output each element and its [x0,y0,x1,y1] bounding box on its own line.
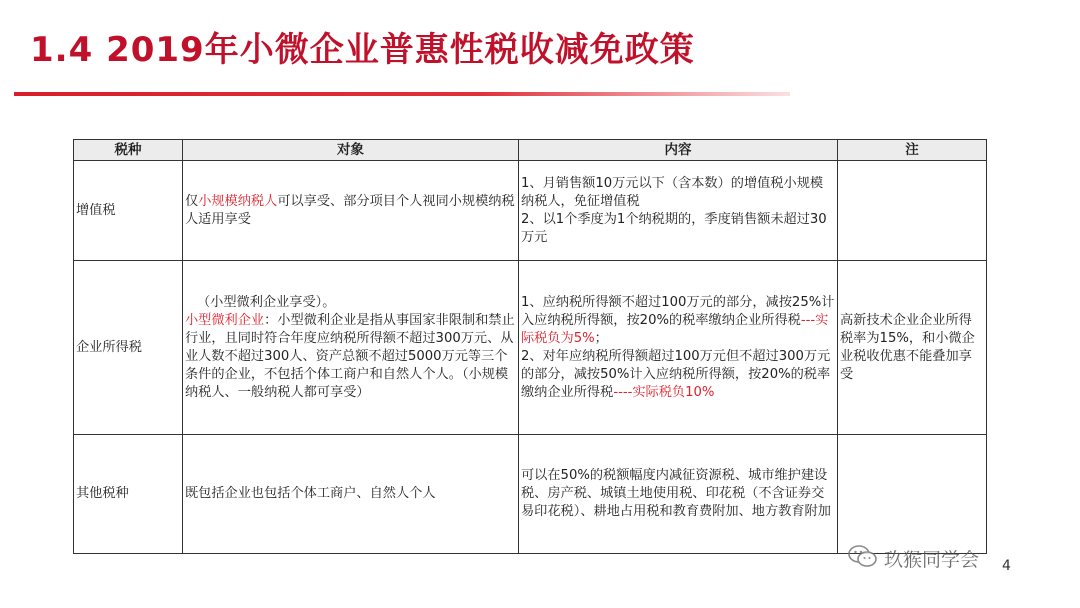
cell-tax-type: 其他税种 [74,435,183,554]
header-tax-type: 税种 [74,140,183,161]
table-row-cit [74,261,987,435]
table-row-vat [74,161,987,261]
slide-title: 1.4 2019年小微企业普惠性税收减免政策 [30,30,695,70]
tax-policy-table [73,139,987,554]
cell-content: 可以在50%的税额幅度内减征资源税、城市维护建设税、房产税、城镇土地使用税、印花税（不含证券交易印花税）、耕地占用税和教育费附加、地方教育附加 [519,435,838,554]
page-number: 4 [1002,558,1011,574]
highlight-effective-rate-5: ---实际税负为5% [521,312,829,346]
cell-tax-type: 增值税 [74,161,183,261]
table-header-row [74,140,987,161]
cell-content: 1、应纳税所得额不超过100万元的部分，减按25%计入应纳税所得额，按20%的税率缴纳企业所得税---实际税负为5%； 2、对年应纳税所得额超过100万元但不超过300万元的部分，减按50%计入应纳税所得额，按20%的税率缴纳企业所得税----实际税负10% [519,261,838,435]
highlight-effective-rate-10: ----实际税负10% [613,384,715,400]
cell-object: 仅小规模纳税人可以享受、部分项目个人视同小规模纳税人适用享受 [183,161,519,261]
watermark-text: 玖猴同学会 [884,549,980,571]
highlight-small-scale-taxpayer: 小规模纳税人 [198,193,278,209]
highlight-small-profit-enterprise: 小型微利企业 [185,312,265,328]
title-underline [14,92,790,96]
cell-note: 高新技术企业企业所得税率为15%，和小微企业税收优惠不能叠加享受 [838,261,987,435]
header-content: 内容 [519,140,838,161]
cell-object: （小型微利企业享受）。 小型微利企业：小型微利企业是指从事国家非限制和禁止行业，且同时符合年度应纳税所得额不超过300万元、从业人数不超过300人、资产总额不超过5000万元等三个条件的企业，不包括个体工商户和自然人个人。（小规模纳税人、一般纳税人都可享受） [183,261,519,435]
cell-object: 既包括企业也包括个体工商户、自然人个人 [183,435,519,554]
header-note: 注 [838,140,987,161]
header-object: 对象 [183,140,519,161]
cell-note [838,435,987,554]
cell-note [838,161,987,261]
cell-content: 1、月销售额10万元以下（含本数）的增值税小规模纳税人，免征增值税 2、以1个季度为1个纳税期的，季度销售额未超过30万元 [519,161,838,261]
watermark [848,544,979,573]
chat-bubble-icon [848,544,878,573]
table-row-other [74,435,987,554]
cell-tax-type: 企业所得税 [74,261,183,435]
